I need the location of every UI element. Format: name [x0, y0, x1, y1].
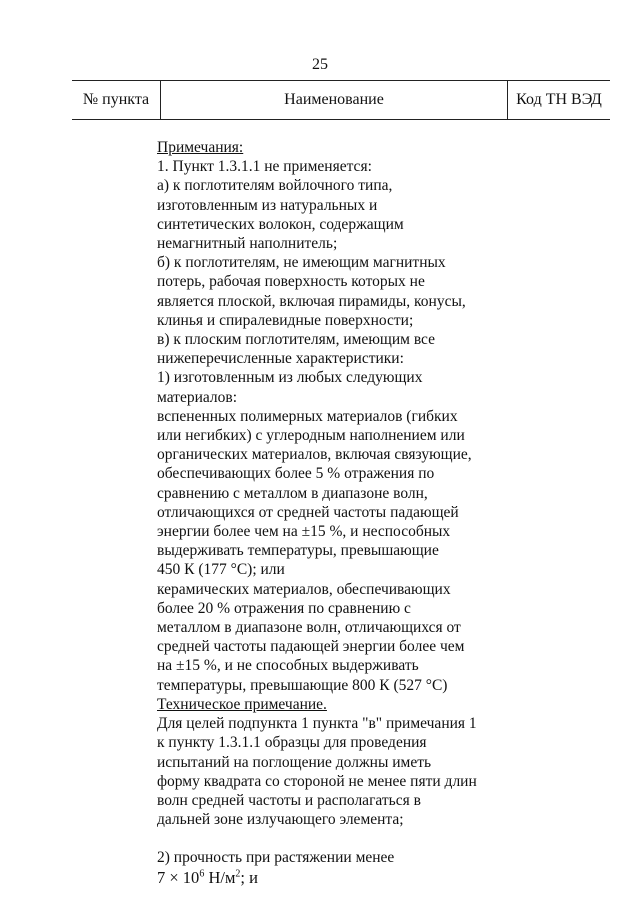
text-line: или негибких) с углеродным наполнением или: [157, 427, 465, 445]
column-header-number: № пункта: [72, 81, 161, 119]
text-line: обеспечивающих более 5 % отражения по: [157, 465, 435, 483]
formula-base: 7 × 10: [157, 867, 200, 887]
text-line: а) к поглотителям войлочного типа,: [157, 177, 393, 195]
text-line: волн средней частоты и располагаться в: [157, 791, 421, 809]
text-line: органических материалов, включая связующие,: [157, 446, 472, 464]
text-line: энергии более чем на ±15 %, и неспособных: [157, 523, 451, 541]
formula-unit: Н/м: [204, 867, 236, 887]
tensile-strength-formula: [157, 868, 497, 887]
notes-text: [157, 157, 497, 695]
document-body: [157, 138, 497, 887]
text-line: сравнению с металлом в диапазоне волн,: [157, 484, 428, 502]
text-line: 1) изготовленным из любых следующих: [157, 369, 423, 387]
text-line: на ±15 %, и не способных выдерживать: [157, 657, 419, 675]
text-line: б) к поглотителям, не имеющим магнитных: [157, 254, 446, 272]
formula-tail: ; и: [240, 867, 258, 887]
text-line: металлом в диапазоне волн, отличающихся от: [157, 619, 461, 637]
text-line: форму квадрата со стороной не менее пяти длин: [157, 772, 477, 790]
paragraph-gap: [157, 829, 497, 848]
formula-exponent: 6: [199, 868, 205, 880]
column-header-name: Наименование: [161, 81, 508, 119]
text-line: Для целей подпункта 1 пункта "в" примечания 1: [157, 715, 477, 733]
column-header-code: Код ТН ВЭД: [516, 91, 602, 108]
table-header: [72, 80, 610, 120]
text-line: выдерживать температуры, превышающие: [157, 542, 439, 560]
text-line: потерь, рабочая поверхность которых не: [157, 273, 425, 291]
text-line: средней частоты падающей энергии более чем: [157, 638, 465, 656]
text-line: нижеперечисленные характеристики:: [157, 350, 404, 368]
text-line: к пункту 1.3.1.1 образцы для проведения: [157, 734, 427, 752]
text-line: изготовленным из натуральных и: [157, 196, 378, 214]
text-line: синтетических волокон, содержащим: [157, 215, 404, 233]
technical-note-text: [157, 714, 497, 829]
text-line: 1. Пункт 1.3.1.1 не применяется:: [157, 158, 372, 176]
text-line: отличающихся от средней частоты падающей: [157, 503, 459, 521]
text-line: немагнитный наполнитель;: [157, 235, 338, 253]
text-line: более 20 % отражения по сравнению с: [157, 599, 411, 617]
item-2-text: 2) прочность при растяжении менее: [157, 849, 395, 867]
text-line: является плоской, включая пирамиды, конусы,: [157, 292, 466, 310]
notes-heading: Примечания:: [157, 139, 244, 156]
text-line: материалов:: [157, 388, 238, 406]
text-line: клинья и спиралевидные поверхности;: [157, 311, 414, 329]
text-line: температуры, превышающие 800 К (527 °С): [157, 676, 448, 694]
formula-unit-exponent: 2: [235, 868, 241, 880]
text-line: керамических материалов, обеспечивающих: [157, 580, 451, 598]
text-line: испытаний на поглощение должны иметь: [157, 753, 432, 771]
text-line: в) к плоским поглотителям, имеющим все: [157, 331, 436, 349]
page-number: 25: [312, 56, 328, 73]
text-line: дальней зоне излучающего элемента;: [157, 811, 404, 829]
technical-note-heading: Техническое примечание.: [157, 695, 327, 713]
text-line: вспененных полимерных материалов (гибких: [157, 407, 458, 425]
text-line: 450 К (177 °С); или: [157, 561, 285, 579]
